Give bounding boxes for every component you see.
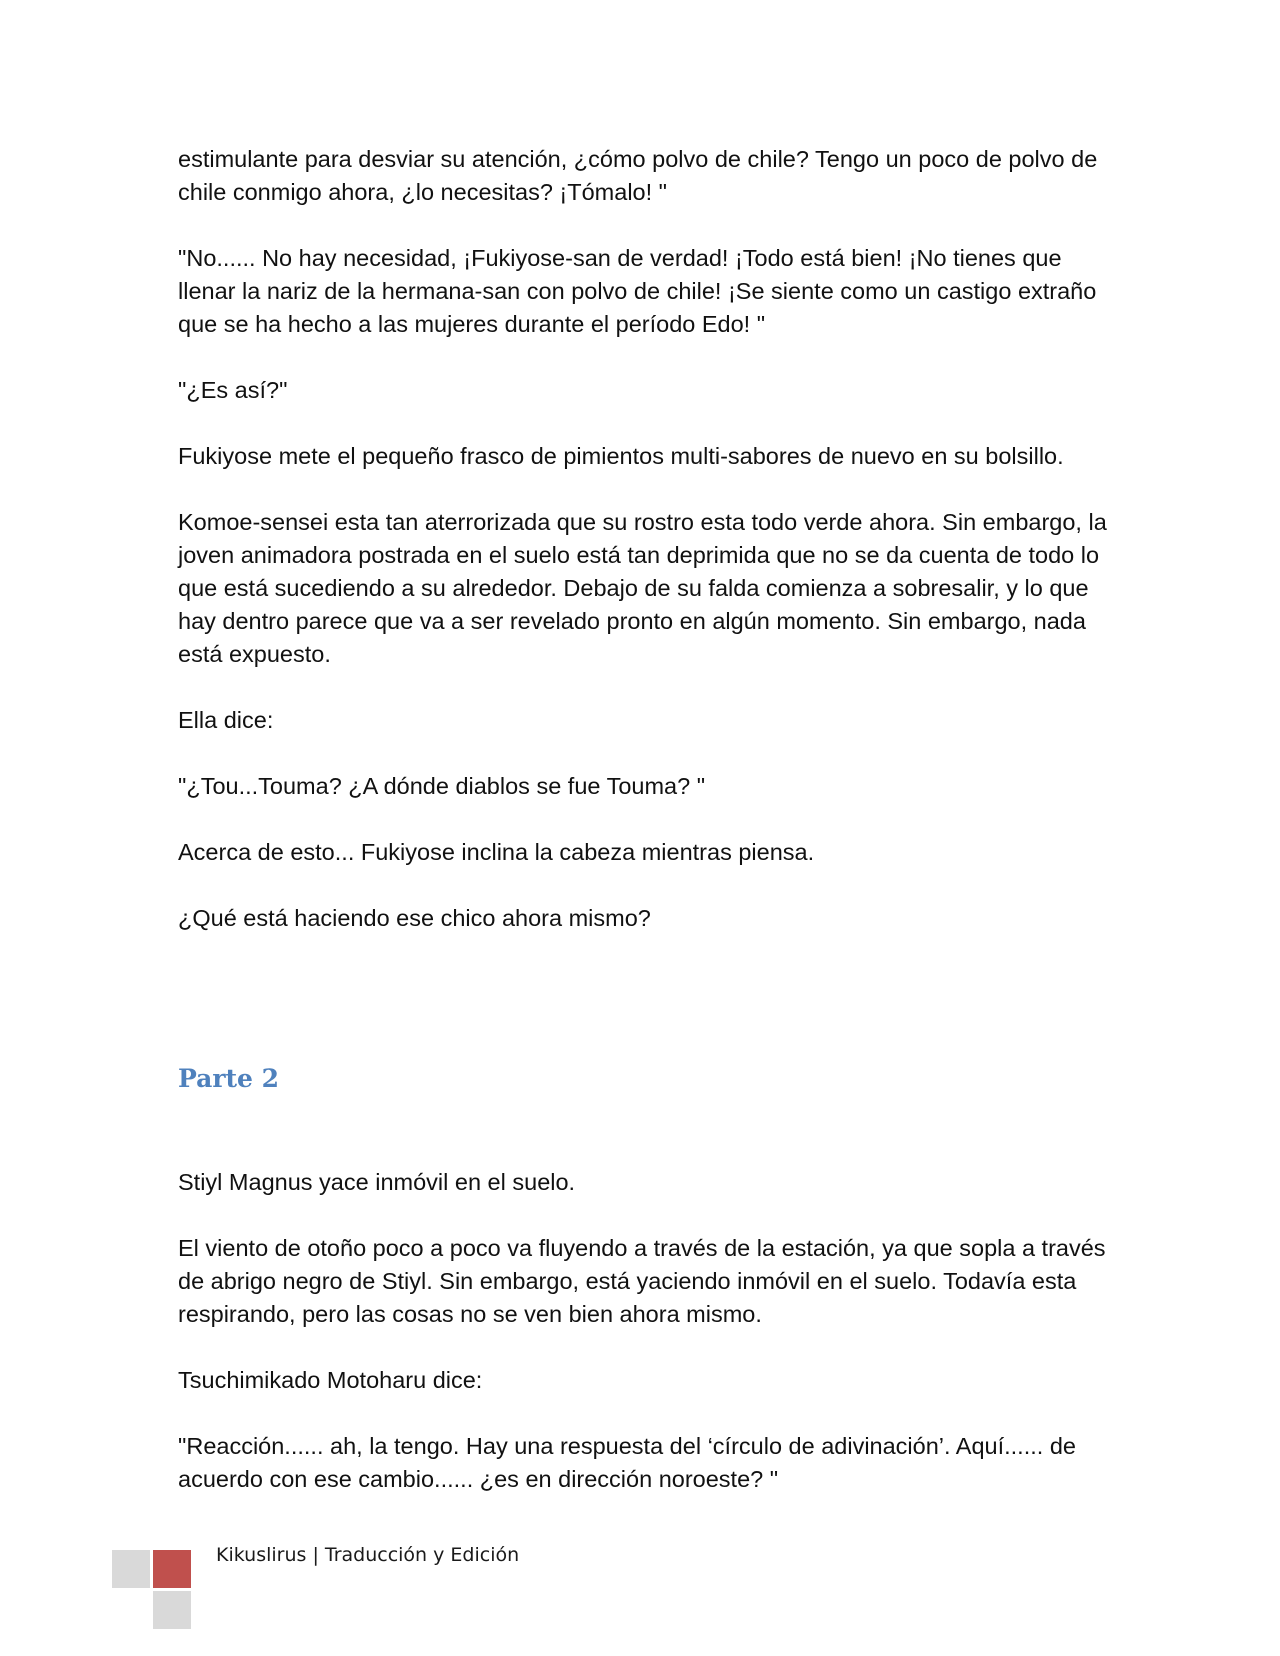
- footer-text: Kikuslirus | Traducción y Edición: [216, 1544, 520, 1566]
- paragraph: Komoe-sensei esta tan aterrorizada que su rostro esta todo verde ahora. Sin embargo, la joven animadora postrada en el suelo está tan deprimida que no se da cuenta de todo lo que está sucediendo a su alrededor. Debajo de su falda comienza a sobresalir, y lo que hay dentro parece que va a ser revelado pronto en algún momento. Sin embargo, nada está expuesto.: [178, 509, 1107, 667]
- paragraph: "No...... No hay necesidad, ¡Fukiyose-san de verdad! ¡Todo está bien! ¡No tienes que llenar la nariz de la hermana-san con polvo de chile! ¡Se siente como un castigo extraño que se ha hecho a las mujeres durante el período Edo! ": [178, 245, 1097, 337]
- paragraph: "¿Es así?": [178, 377, 288, 403]
- body-text-section-2: [178, 1166, 1118, 1529]
- paragraph: Fukiyose mete el pequeño frasco de pimientos multi-sabores de nuevo en su bolsillo.: [178, 443, 1064, 469]
- paragraph: Stiyl Magnus yace inmóvil en el suelo.: [178, 1169, 576, 1195]
- paragraph: ¿Qué está haciendo ese chico ahora mismo?: [178, 905, 651, 931]
- paragraph: Tsuchimikado Motoharu dice:: [178, 1367, 483, 1393]
- paragraph: Acerca de esto... Fukiyose inclina la cabeza mientras piensa.: [178, 839, 815, 865]
- paragraph: "Reacción...... ah, la tengo. Hay una respuesta del ‘círculo de adivinación’. Aquí...... de acuerdo con ese cambio...... ¿es en dirección noroeste? ": [178, 1433, 1076, 1492]
- footer-square-red: [153, 1550, 191, 1588]
- paragraph: "¿Tou...Touma? ¿A dónde diablos se fue Touma? ": [178, 773, 706, 799]
- paragraph: El viento de otoño poco a poco va fluyendo a través de la estación, ya que sopla a través de abrigo negro de Stiyl. Sin embargo, está yaciendo inmóvil en el suelo. Todavía esta respirando, pero las cosas no se ven bien ahora mismo.: [178, 1235, 1106, 1327]
- footer-square-gray: [112, 1550, 150, 1588]
- footer-square-gray: [153, 1591, 191, 1629]
- body-text-section-1: [178, 143, 1118, 968]
- section-heading: Parte 2: [178, 1064, 280, 1093]
- paragraph: Ella dice:: [178, 707, 274, 733]
- paragraph: estimulante para desviar su atención, ¿cómo polvo de chile? Tengo un poco de polvo de chile conmigo ahora, ¿lo necesitas? ¡Tómalo! ": [178, 146, 1098, 205]
